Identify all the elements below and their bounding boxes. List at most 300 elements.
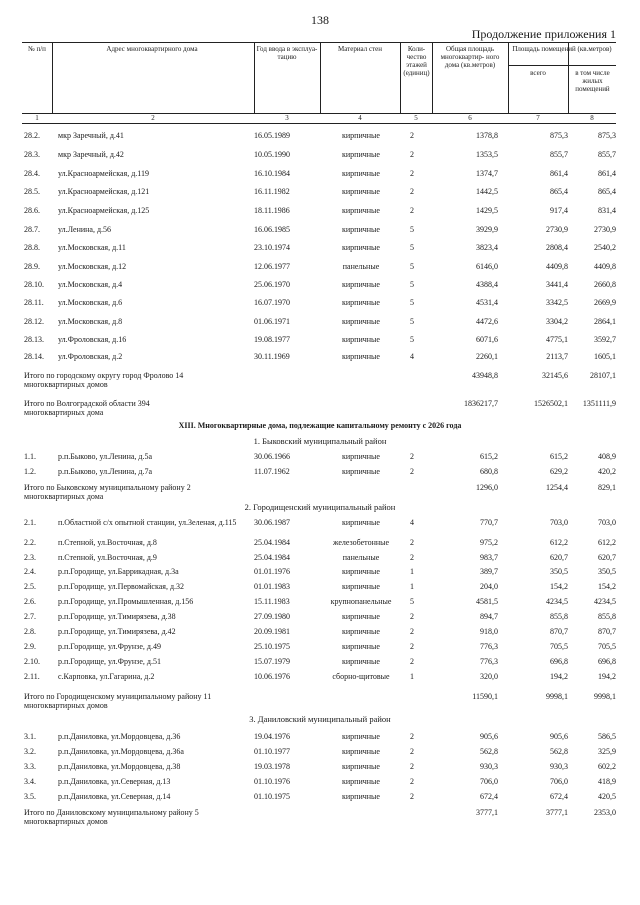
row-total-area: 1374,7 <box>476 169 498 178</box>
table-header <box>22 42 616 114</box>
row-address: р.п.Даниловка, ул.Северная, д.14 <box>58 792 171 801</box>
row-total-area: 1378,8 <box>476 131 498 140</box>
row-address: р.п.Даниловка, ул.Северная, д.13 <box>58 777 171 786</box>
row-walls: кирпичные <box>342 567 380 576</box>
row-address: мкр Заречный, д.41 <box>58 131 124 140</box>
row-walls: кирпичные <box>342 298 380 307</box>
row-address: мкр Заречный, д.42 <box>58 150 124 159</box>
row-year: 15.07.1979 <box>254 657 290 666</box>
column-numbers <box>22 113 616 124</box>
row-premises-total: 905,6 <box>550 732 568 741</box>
table-row <box>22 792 616 804</box>
row-walls: кирпичные <box>342 131 380 140</box>
table-row <box>22 672 616 684</box>
total-premises-value: 9998,1 <box>546 692 568 701</box>
row-floors: 4 <box>410 352 414 361</box>
row-total-area: 975,2 <box>480 538 498 547</box>
row-total-area: 562,8 <box>480 747 498 756</box>
table-row <box>22 518 616 536</box>
row-premises-residential: 586,5 <box>598 732 616 741</box>
row-floors: 2 <box>410 187 414 196</box>
total-area-value: 11590,1 <box>472 692 498 701</box>
row-total-area: 672,4 <box>480 792 498 801</box>
row-number: 28.13. <box>24 335 44 344</box>
row-premises-residential: 194,2 <box>598 672 616 681</box>
row-premises-total: 875,3 <box>550 131 568 140</box>
row-floors: 5 <box>410 243 414 252</box>
row-total-area: 615,2 <box>480 452 498 461</box>
row-premises-total: 620,7 <box>550 553 568 562</box>
row-premises-total: 194,2 <box>550 672 568 681</box>
row-floors: 4 <box>410 518 414 527</box>
row-premises-residential: 2730,9 <box>594 225 616 234</box>
table-row <box>22 762 616 774</box>
row-walls: кирпичные <box>342 206 380 215</box>
row-total-area: 389,7 <box>480 567 498 576</box>
table-row <box>22 627 616 639</box>
column-number: 7 <box>536 114 540 122</box>
column-number: 5 <box>414 114 418 122</box>
table-row <box>22 732 616 744</box>
row-walls: крупнопанельные <box>330 597 392 606</box>
row-premises-total: 703,0 <box>550 518 568 527</box>
table-row <box>22 335 616 347</box>
row-address: р.п.Городище, ул.Промышленная, д.156 <box>58 597 194 606</box>
header-premises-residential: в том числе жилых помещений <box>575 69 610 93</box>
row-address: р.п.Городище, ул.Первомайская, д.32 <box>58 582 185 591</box>
row-floors: 1 <box>410 672 414 681</box>
row-year: 16.06.1985 <box>254 225 290 234</box>
table-row <box>22 298 616 310</box>
row-premises-residential: 325,9 <box>598 747 616 756</box>
row-walls: сборно-щитовые <box>332 672 390 681</box>
table-row <box>22 657 616 669</box>
total-area-value: 3777,1 <box>476 808 498 817</box>
row-total-area: 2260,1 <box>476 352 498 361</box>
row-address: р.п.Городище, ул.Фрунзе, д.49 <box>58 642 161 651</box>
header-floors: Коли- чество этажей (единиц) <box>403 45 430 77</box>
total-premises-value: 1254,4 <box>546 483 568 492</box>
row-premises-residential: 620,7 <box>598 553 616 562</box>
row-total-area: 1353,5 <box>476 150 498 159</box>
row-address: ул.Московская, д.12 <box>58 262 127 271</box>
row-floors: 2 <box>410 169 414 178</box>
section-title: XIII. Многоквартирные дома, подлежащие капитальному ремонту с 2026 года <box>178 421 462 430</box>
table-row <box>22 317 616 329</box>
row-premises-residential: 875,3 <box>598 131 616 140</box>
row-total-area: 776,3 <box>480 642 498 651</box>
row-walls: кирпичные <box>342 352 380 361</box>
district-heading: 2. Городищенский муниципальный район <box>244 502 396 512</box>
row-walls: кирпичные <box>342 187 380 196</box>
row-year: 10.06.1976 <box>254 672 290 681</box>
row-address: р.п.Городище, ул.Фрунзе, д.51 <box>58 657 161 666</box>
row-walls: кирпичные <box>342 243 380 252</box>
row-number: 2.5. <box>24 582 36 591</box>
row-premises-residential: 3592,7 <box>594 335 616 344</box>
row-year: 18.11.1986 <box>254 206 290 215</box>
district-heading: 1. Быковский муниципальный район <box>253 436 387 446</box>
row-total-area: 320,0 <box>480 672 498 681</box>
table-row <box>22 553 616 565</box>
row-address: р.п.Городище, ул.Тимирязева, д.38 <box>58 612 176 621</box>
row-year: 20.09.1981 <box>254 627 290 636</box>
row-premises-residential: 831,4 <box>598 206 616 215</box>
row-walls: кирпичные <box>342 642 380 651</box>
row-year: 19.03.1978 <box>254 762 290 771</box>
row-premises-total: 861,4 <box>550 169 568 178</box>
row-floors: 2 <box>410 452 414 461</box>
row-premises-residential: 408,9 <box>598 452 616 461</box>
row-address: ул.Фроловская, д.2 <box>58 352 123 361</box>
table-row <box>22 582 616 594</box>
row-year: 30.06.1987 <box>254 518 290 527</box>
row-year: 01.10.1975 <box>254 792 290 801</box>
row-premises-total: 4409,8 <box>546 262 568 271</box>
row-floors: 2 <box>410 612 414 621</box>
row-year: 16.11.1982 <box>254 187 290 196</box>
table-row <box>22 642 616 654</box>
row-address: ул.Московская, д.11 <box>58 243 126 252</box>
column-number: 3 <box>285 114 289 122</box>
row-year: 01.01.1983 <box>254 582 290 591</box>
total-residential-value: 829,1 <box>598 483 616 492</box>
row-premises-total: 612,2 <box>550 538 568 547</box>
row-year: 12.06.1977 <box>254 262 290 271</box>
row-number: 3.4. <box>24 777 36 786</box>
row-walls: кирпичные <box>342 657 380 666</box>
row-premises-residential: 855,8 <box>598 612 616 621</box>
table-row <box>22 597 616 609</box>
row-year: 10.05.1990 <box>254 150 290 159</box>
row-total-area: 6071,6 <box>476 335 498 344</box>
row-address: ул.Фроловская, д.16 <box>58 335 127 344</box>
total-residential-value: 28107,1 <box>590 371 616 380</box>
total-label: Итого по Даниловскому муниципальному району 5 многоквартирных домов <box>24 808 199 826</box>
row-premises-total: 3304,2 <box>546 317 568 326</box>
row-walls: кирпичные <box>342 777 380 786</box>
row-number: 1.1. <box>24 452 36 461</box>
row-premises-residential: 705,5 <box>598 642 616 651</box>
row-total-area: 776,3 <box>480 657 498 666</box>
row-premises-residential: 420,2 <box>598 467 616 476</box>
table-row <box>22 262 616 274</box>
column-number: 1 <box>35 114 39 122</box>
row-year: 01.06.1971 <box>254 317 290 326</box>
row-premises-residential: 4409,8 <box>594 262 616 271</box>
table-row <box>22 150 616 162</box>
column-number: 4 <box>358 114 362 122</box>
row-year: 19.08.1977 <box>254 335 290 344</box>
row-premises-residential: 2540,2 <box>594 243 616 252</box>
row-total-area: 1429,5 <box>476 206 498 215</box>
row-walls: кирпичные <box>342 792 380 801</box>
row-year: 23.10.1974 <box>254 243 290 252</box>
row-floors: 2 <box>410 150 414 159</box>
row-number: 3.2. <box>24 747 36 756</box>
page-number: 138 <box>311 13 329 27</box>
row-walls: кирпичные <box>342 225 380 234</box>
row-premises-total: 855,7 <box>550 150 568 159</box>
row-year: 30.06.1966 <box>254 452 290 461</box>
row-walls: кирпичные <box>342 627 380 636</box>
row-year: 25.10.1975 <box>254 642 290 651</box>
row-total-area: 4472,6 <box>476 317 498 326</box>
row-total-area: 4531,4 <box>476 298 498 307</box>
table-row <box>22 187 616 199</box>
row-floors: 1 <box>410 582 414 591</box>
row-premises-total: 705,5 <box>550 642 568 651</box>
row-year: 16.07.1970 <box>254 298 290 307</box>
row-walls: кирпичные <box>342 317 380 326</box>
row-premises-residential: 420,5 <box>598 792 616 801</box>
table-row <box>22 612 616 624</box>
row-number: 28.2. <box>24 131 40 140</box>
row-premises-total: 696,8 <box>550 657 568 666</box>
total-premises-value: 32145,6 <box>542 371 568 380</box>
table-row <box>22 243 616 255</box>
table-row <box>22 169 616 181</box>
row-floors: 2 <box>410 777 414 786</box>
row-year: 15.11.1983 <box>254 597 290 606</box>
row-floors: 5 <box>410 335 414 344</box>
row-premises-total: 2730,9 <box>546 225 568 234</box>
row-address: р.п.Городище, ул.Тимирязева, д.42 <box>58 627 176 636</box>
row-address: ул.Ленина, д.56 <box>58 225 112 234</box>
row-total-area: 3929,9 <box>476 225 498 234</box>
column-number: 8 <box>590 114 594 122</box>
row-premises-residential: 350,5 <box>598 567 616 576</box>
table-row <box>22 747 616 759</box>
row-premises-residential: 861,4 <box>598 169 616 178</box>
row-premises-total: 706,0 <box>550 777 568 786</box>
row-premises-total: 4775,1 <box>546 335 568 344</box>
row-floors: 2 <box>410 642 414 651</box>
header-premises-area: Площадь помещений (кв.метров) <box>512 45 612 53</box>
row-address: р.п.Даниловка, ул.Мордовцева, д.36а <box>58 747 184 756</box>
row-total-area: 6146,0 <box>476 262 498 271</box>
row-year: 01.10.1976 <box>254 777 290 786</box>
row-walls: кирпичные <box>342 732 380 741</box>
row-total-area: 770,7 <box>480 518 498 527</box>
row-number: 2.1. <box>24 518 36 527</box>
table-row <box>22 206 616 218</box>
row-total-area: 204,0 <box>480 582 498 591</box>
header-premises-total: всего <box>530 69 546 77</box>
row-year: 25.04.1984 <box>254 553 290 562</box>
table-row <box>22 131 616 143</box>
row-number: 28.7. <box>24 225 40 234</box>
row-number: 3.1. <box>24 732 36 741</box>
row-number: 2.7. <box>24 612 36 621</box>
row-walls: кирпичные <box>342 169 380 178</box>
column-number: 2 <box>151 114 155 122</box>
row-floors: 5 <box>410 597 414 606</box>
total-label: Итого по Быковскому муниципальному району 2 многоквартирных дома <box>24 483 191 501</box>
row-address: с.Карповка, ул.Гагарина, д.2 <box>58 672 155 681</box>
total-premises-value: 1526502,1 <box>534 399 568 408</box>
row-premises-total: 2113,7 <box>546 352 568 361</box>
header-walls: Материал стен <box>338 45 382 53</box>
row-premises-total: 629,2 <box>550 467 568 476</box>
header-num: № п/п <box>28 45 46 53</box>
row-year: 11.07.1962 <box>254 467 290 476</box>
row-premises-residential: 418,9 <box>598 777 616 786</box>
table-row <box>22 452 616 464</box>
row-premises-total: 4234,5 <box>546 597 568 606</box>
row-number: 28.8. <box>24 243 40 252</box>
total-premises-value: 3777,1 <box>546 808 568 817</box>
row-number: 28.5. <box>24 187 40 196</box>
total-residential-value: 9998,1 <box>594 692 616 701</box>
row-total-area: 706,0 <box>480 777 498 786</box>
row-year: 25.04.1984 <box>254 538 290 547</box>
row-total-area: 4388,4 <box>476 280 498 289</box>
row-premises-total: 930,3 <box>550 762 568 771</box>
row-year: 01.01.1976 <box>254 567 290 576</box>
row-premises-total: 870,7 <box>550 627 568 636</box>
row-floors: 2 <box>410 732 414 741</box>
row-premises-total: 855,8 <box>550 612 568 621</box>
appendix-note: Продолжение приложения 1 <box>471 27 616 41</box>
row-address: п.Степной, ул.Восточная, д.9 <box>58 553 157 562</box>
row-total-area: 918,0 <box>480 627 498 636</box>
row-premises-residential: 154,2 <box>598 582 616 591</box>
row-walls: кирпичные <box>342 452 380 461</box>
row-address: ул.Московская, д.6 <box>58 298 123 307</box>
row-walls: кирпичные <box>342 335 380 344</box>
row-number: 2.10. <box>24 657 40 666</box>
row-premises-residential: 870,7 <box>598 627 616 636</box>
table-row <box>22 567 616 579</box>
row-number: 28.6. <box>24 206 40 215</box>
row-number: 2.6. <box>24 597 36 606</box>
row-number: 2.9. <box>24 642 36 651</box>
header-total-area: Общая площадь многоквартир- ного дома (кв.метров) <box>440 45 500 69</box>
row-walls: кирпичные <box>342 612 380 621</box>
row-total-area: 3823,4 <box>476 243 498 252</box>
table-row <box>22 538 616 550</box>
row-floors: 2 <box>410 657 414 666</box>
row-number: 1.2. <box>24 467 36 476</box>
row-floors: 5 <box>410 225 414 234</box>
row-walls: панельные <box>342 553 380 562</box>
row-total-area: 680,8 <box>480 467 498 476</box>
row-floors: 2 <box>410 467 414 476</box>
total-area-value: 1836217,7 <box>464 399 498 408</box>
row-total-area: 905,6 <box>480 732 498 741</box>
row-premises-residential: 2660,8 <box>594 280 616 289</box>
row-number: 3.3. <box>24 762 36 771</box>
total-label: Итого по Волгоградской области 394 многоквартирных дома <box>24 399 150 417</box>
row-address: ул.Московская, д.8 <box>58 317 123 326</box>
row-premises-residential: 602,2 <box>598 762 616 771</box>
row-walls: панельные <box>342 262 380 271</box>
row-walls: кирпичные <box>342 150 380 159</box>
row-address: р.п.Даниловка, ул.Мордовцева, д.38 <box>58 762 181 771</box>
row-premises-residential: 696,8 <box>598 657 616 666</box>
row-premises-total: 3441,4 <box>546 280 568 289</box>
row-floors: 2 <box>410 538 414 547</box>
total-area-value: 43948,8 <box>472 371 498 380</box>
row-number: 28.3. <box>24 150 40 159</box>
row-total-area: 894,7 <box>480 612 498 621</box>
total-residential-value: 2353,0 <box>594 808 616 817</box>
row-floors: 2 <box>410 131 414 140</box>
row-number: 28.12. <box>24 317 44 326</box>
row-address: п.Областной с/х опытной станции, ул.Зеленая, д.115 <box>58 518 237 527</box>
row-number: 3.5. <box>24 792 36 801</box>
row-address: ул.Красноармейская, д.119 <box>58 169 150 178</box>
row-address: ул.Красноармейская, д.125 <box>58 206 150 215</box>
row-total-area: 4581,5 <box>476 597 498 606</box>
row-number: 2.4. <box>24 567 36 576</box>
row-total-area: 930,3 <box>480 762 498 771</box>
row-premises-total: 3342,5 <box>546 298 568 307</box>
row-floors: 2 <box>410 747 414 756</box>
row-floors: 2 <box>410 792 414 801</box>
row-address: р.п.Городище, ул.Баррикадная, д.3а <box>58 567 179 576</box>
row-premises-total: 562,8 <box>550 747 568 756</box>
row-floors: 5 <box>410 317 414 326</box>
row-walls: кирпичные <box>342 762 380 771</box>
row-number: 28.9. <box>24 262 40 271</box>
row-floors: 5 <box>410 298 414 307</box>
row-premises-residential: 865,4 <box>598 187 616 196</box>
row-year: 25.06.1970 <box>254 280 290 289</box>
row-total-area: 983,7 <box>480 553 498 562</box>
row-walls: кирпичные <box>342 280 380 289</box>
total-label: Итого по городскому округу город Фролово 14 многоквартирных домов <box>24 371 184 389</box>
row-premises-residential: 2669,9 <box>594 298 616 307</box>
row-year: 16.05.1989 <box>254 131 290 140</box>
row-address: р.п.Даниловка, ул.Мордовцева, д.36 <box>58 732 181 741</box>
row-walls: кирпичные <box>342 467 380 476</box>
row-number: 28.14. <box>24 352 44 361</box>
row-premises-residential: 612,2 <box>598 538 616 547</box>
table-row <box>22 777 616 789</box>
total-label: Итого по Городищенскому муниципальному району 11 многоквартирных домов <box>24 692 212 710</box>
row-premises-total: 350,5 <box>550 567 568 576</box>
row-total-area: 1442,5 <box>476 187 498 196</box>
row-number: 2.8. <box>24 627 36 636</box>
row-address: р.п.Быково, ул.Ленина, д.7а <box>58 467 153 476</box>
header-address: Адрес многоквартирного дома <box>106 45 198 53</box>
header-year: Год ввода в эксплуа- тацию <box>256 45 318 61</box>
row-premises-residential: 703,0 <box>598 518 616 527</box>
row-floors: 5 <box>410 262 414 271</box>
row-number: 28.11. <box>24 298 44 307</box>
row-year: 27.09.1980 <box>254 612 290 621</box>
row-premises-residential: 2864,1 <box>594 317 616 326</box>
row-premises-total: 917,4 <box>550 206 568 215</box>
row-premises-total: 154,2 <box>550 582 568 591</box>
row-premises-total: 865,4 <box>550 187 568 196</box>
row-floors: 5 <box>410 280 414 289</box>
table-row <box>22 467 616 479</box>
row-premises-total: 2808,4 <box>546 243 568 252</box>
row-floors: 1 <box>410 567 414 576</box>
column-number: 6 <box>468 114 472 122</box>
row-number: 2.3. <box>24 553 36 562</box>
table-row <box>22 352 616 364</box>
row-premises-residential: 1605,1 <box>594 352 616 361</box>
row-walls: железобетонные <box>332 538 390 547</box>
row-year: 30.11.1969 <box>254 352 290 361</box>
row-number: 2.2. <box>24 538 36 547</box>
row-address: п.Степной, ул.Восточная, д.8 <box>58 538 157 547</box>
row-address: ул.Красноармейская, д.121 <box>58 187 150 196</box>
